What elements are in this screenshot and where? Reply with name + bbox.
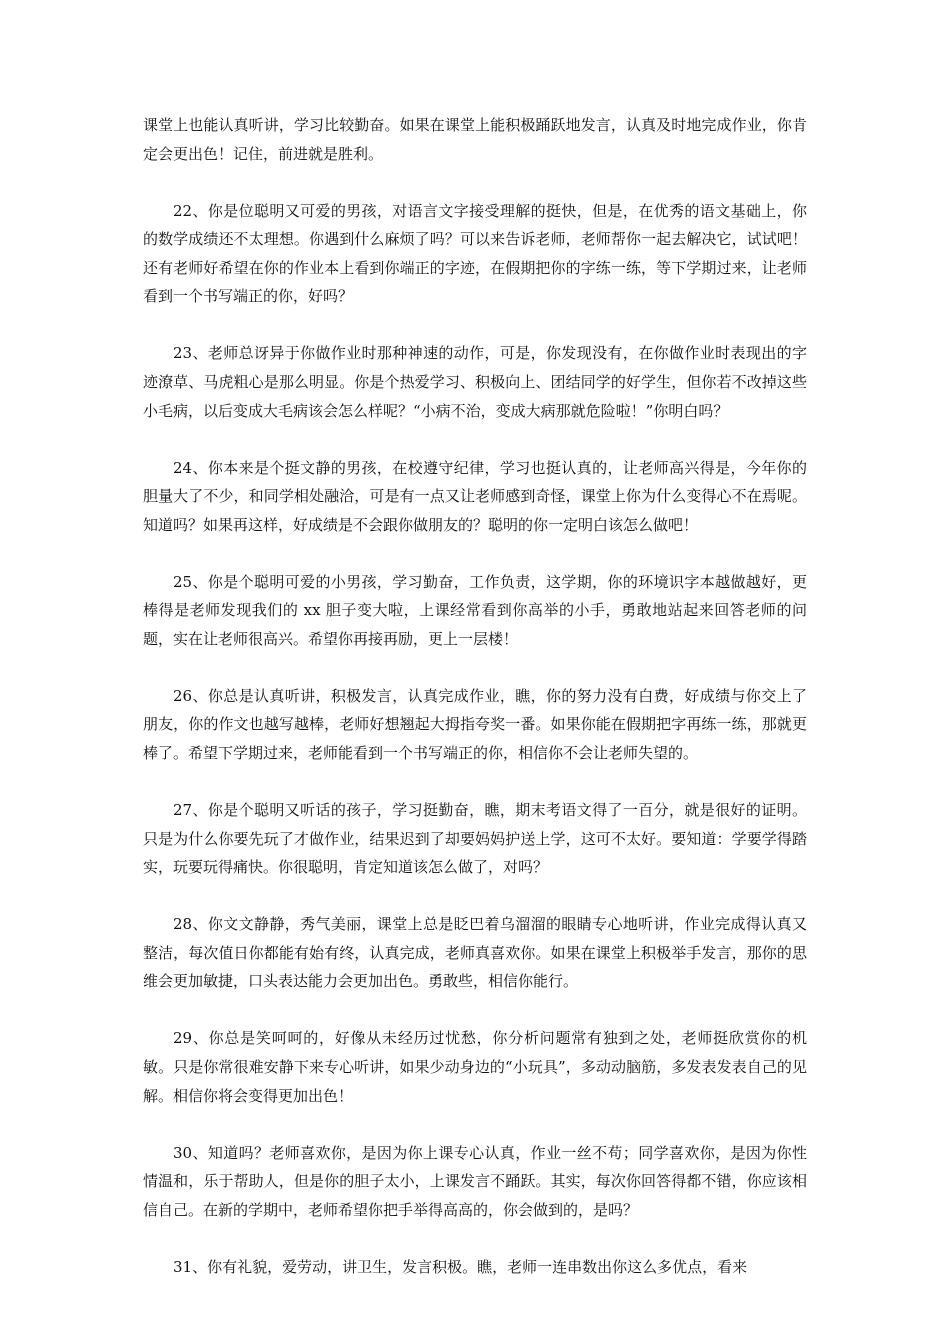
paragraph-24: 24、你本来是个挺文静的男孩，在校遵守纪律，学习也挺认真的，让老师高兴得是，今年你的胆量大了不少，和同学相处融洽，可是有一点又让老师感到奇怪，课堂上你为什么变得心不在焉呢。知道吗？如果再这样，好成绩是不会跟你做朋友的？聪明的你一定明白该怎么做吧！ [143, 458, 807, 534]
paragraph-28: 28、你文文静静，秀气美丽，课堂上总是眨巴着乌溜溜的眼睛专心地听讲，作业完成得认真又整洁，每次值日你都能有始有终，认真完成，老师真喜欢你。如果在课堂上积极举手发言，那你的思维会更加敏捷，口头表达能力会更加出色。勇敢些，相信你能行。 [143, 915, 807, 991]
paragraph-continued: 课堂上也能认真听讲，学习比较勤奋。如果在课堂上能积极踊跃地发言，认真及时地完成作业，你肯定会更出色！记住，前进就是胜利。 [143, 116, 807, 163]
paragraph-27: 27、你是个聪明又听话的孩子，学习挺勤奋，瞧，期末考语文得了一百分，就是很好的证明。只是为什么你要先玩了才做作业，结果迟到了却要妈妈护送上学，这可不太好。要知道：学要学得踏实，玩要玩得痛快。你很聪明，肯定知道该怎么做了，对吗？ [143, 801, 807, 877]
paragraph-23: 23、老师总讶异于你做作业时那种神速的动作，可是，你发现没有，在你做作业时表现出的字迹潦草、马虎粗心是那么明显。你是个热爱学习、积极向上、团结同学的好学生，但你若不改掉这些小毛病，以后变成大毛病该会怎么样呢？“小病不治，变成大病那就危险啦！”你明白吗？ [143, 344, 807, 420]
paragraph-22: 22、你是位聪明又可爱的男孩，对语言文字接受理解的挺快，但是，在优秀的语文基础上，你的数学成绩还不太理想。你遇到什么麻烦了吗？可以来告诉老师，老师帮你一起去解决它，试试吧！还有老师好希望在你的作业本上看到你端正的字迹，在假期把你的字练一练，等下学期过来，让老师看到一个书写端正的你，好吗？ [143, 201, 807, 306]
paragraph-31: 31、你有礼貌，爱劳动，讲卫生，发言积极。瞧，老师一连串数出你这么多优点，看来 [173, 1257, 748, 1276]
document-page [143, 111, 807, 1310]
paragraph-29: 29、你总是笑呵呵的，好像从未经历过忧愁，你分析问题常有独到之处，老师挺欣赏你的机敏。只是你常很难安静下来专心听讲，如果少动身边的“小玩具”，多动动脑筋，多发表发表自己的见解。相信你将会变得更加出色！ [143, 1029, 807, 1105]
paragraph-30: 30、知道吗？老师喜欢你，是因为你上课专心认真，作业一丝不苟；同学喜欢你，是因为你性情温和，乐于帮助人，但是你的胆子太小，上课发言不踊跃。其实，每次你回答得都不错，你应该相信自己。在新的学期中，老师希望你把手举得高高的，你会做到的，是吗？ [143, 1143, 807, 1219]
paragraph-25: 25、你是个聪明可爱的小男孩，学习勤奋，工作负责，这学期，你的环境识字本越做越好，更棒得是老师发现我们的 xx 胆子变大啦，上课经常看到你高举的小手，勇敢地站起来回答老师的问题，实在让老师很高兴。希望你再接再励，更上一层楼！ [143, 572, 807, 648]
paragraph-26: 26、你总是认真听讲，积极发言，认真完成作业，瞧，你的努力没有白费，好成绩与你交上了朋友，你的作文也越写越棒，老师好想翘起大拇指夸奖一番。如果你能在假期把字再练一练，那就更棒了。希望下学期过来，老师能看到一个书写端正的你，相信你不会让老师失望的。 [143, 686, 807, 763]
